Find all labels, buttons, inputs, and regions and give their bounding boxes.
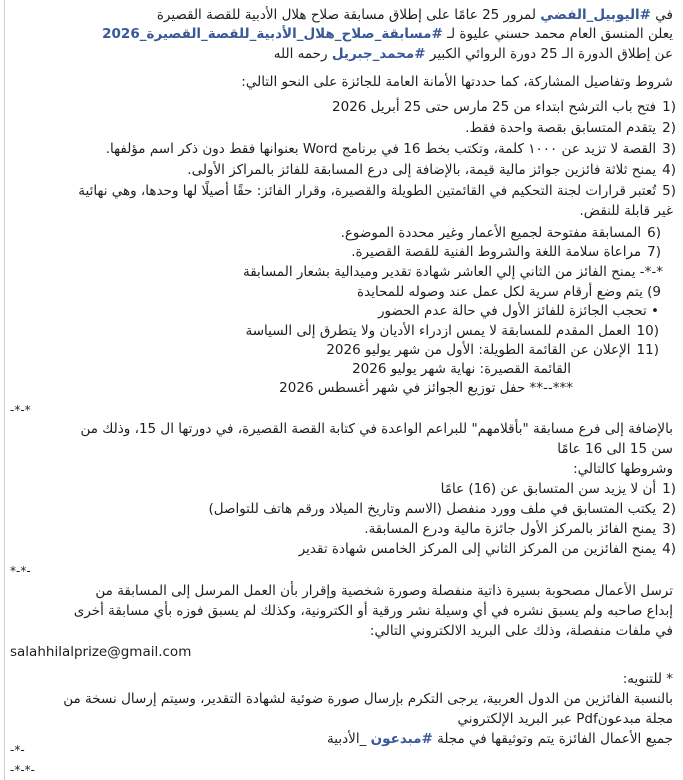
- note-title: * للتنويه:: [622, 671, 673, 687]
- item-number: 2): [662, 501, 676, 517]
- intro-line-3: [274, 45, 673, 64]
- youth-paragraph: سن 15 الى 16 عامًا: [557, 441, 673, 457]
- condition-item: [351, 243, 661, 262]
- youth-item: [299, 540, 676, 559]
- item-number: 6): [647, 225, 661, 241]
- item-text: يمنح ثلاثة فائزين جوائز مالية قيمة، بالإضافة إلى درع المسابقة للفائز بالمراكز الأولى.: [187, 162, 657, 178]
- item-text: يكتب المتسابق في ملف وورد منفصل (الاسم وتاريخ الميلاد ورقم هاتف للتواصل): [208, 501, 657, 517]
- item-number: 10): [636, 323, 659, 339]
- contact-email: salahhilalprize@gmail.com: [10, 644, 192, 660]
- condition-item: [106, 140, 676, 159]
- item-text: مراعاة سلامة اللغة والشروط الفنية للقصة القصيرة.: [351, 244, 642, 260]
- extra-line: *-*- يمنح الفائز من الثاني إلي العاشر شهادة تقدير وميدالية بشعار المسابقة: [242, 264, 663, 280]
- hashtag-link[interactable]: #مبدعون: [370, 731, 433, 747]
- condition-item: [332, 98, 676, 117]
- conditions-title: شروط وتفاصيل المشاركة، كما حددتها الأمانة العامة للجائزة على النحو التالي:: [241, 74, 673, 90]
- item-text: تُعتبر قرارات لجنة التحكيم في القائمتين الطويلة والقصيرة، وقرار الفائز: حقًا أصيلًا لها وحدها، وهي نهائية: [78, 183, 657, 199]
- youth-item: [441, 480, 676, 499]
- note-line: مجلة مبدعونPdf عبر البريد الإلكتروني: [457, 711, 673, 727]
- item-text: أن لا يزيد سن المتسابق عن (16) عامًا: [440, 481, 657, 497]
- condition-item: [78, 182, 676, 201]
- youth-item: [208, 500, 676, 519]
- youth-title: وشروطها كالتالي:: [573, 461, 673, 477]
- youth-paragraph: بالإضافة إلى فرع مسابقة "بأقلامهم" للبراعم الواعدة في كتابة القصة القصيرة، في دورتها ال 15، وذلك من: [80, 421, 673, 437]
- separator: -*-: [10, 743, 25, 757]
- submission-paragraph: إبداع صاحبه ولم يسبق نشره في أي وسيلة نشر ورقية أو الكترونية، وكذلك لم يسبق فوزه بأي مسابقة أخرى: [73, 603, 673, 619]
- condition-item-continued: غير قابلة للنقض.: [579, 203, 673, 219]
- item-number: 4): [662, 541, 676, 557]
- short-list-date: القائمة القصيرة: نهاية شهر يوليو 2026: [352, 361, 571, 377]
- text: يعلن المنسق العام محمد حسني عليوة لـ: [442, 26, 673, 42]
- item-number: 5): [662, 183, 676, 199]
- item-number: 1): [662, 99, 676, 115]
- text: عن إطلاق الدورة الـ 25 دورة الروائي الكبير: [425, 46, 673, 62]
- condition-item: [245, 322, 659, 341]
- separator: *-*-: [10, 564, 31, 578]
- hashtag-link[interactable]: #اليوبيل_الفضي: [540, 7, 651, 23]
- item-text: فتح باب الترشح ابتداء من 25 مارس حتى 25 أبريل 2026: [332, 99, 657, 115]
- item-number: 3): [662, 521, 676, 537]
- text: _الأدبية: [327, 731, 371, 747]
- post-border: [4, 0, 5, 780]
- intro-line-1: [157, 6, 673, 25]
- condition-item: [465, 119, 676, 138]
- youth-item: [364, 520, 676, 539]
- condition-item: [187, 161, 676, 180]
- item-text: الإعلان عن القائمة الطويلة: الأول من شهر يوليو 2026: [326, 342, 631, 358]
- condition-item: [326, 341, 659, 360]
- text: لمرور 25 عامًا على إطلاق مسابقة صلاح هلال الأدبية للقصة القصيرة: [156, 7, 541, 23]
- hashtag-link[interactable]: #مسابقة_صلاح_هلال_الأدبية_للقصة_القصيرة_2026: [102, 26, 443, 42]
- note-line: [327, 730, 673, 749]
- extra-line: • تحجب الجائزة للفائز الأول في حالة عدم الحضور: [377, 303, 659, 319]
- item-text: يمنح الفائز بالمركز الأول جائزة مالية ودرع المسابقة.: [364, 521, 657, 537]
- item-text: العمل المقدم للمسابقة لا يمس ازدراء الأديان ولا يتطرق إلى السياسة: [245, 323, 631, 339]
- item-number: 3): [662, 141, 676, 157]
- text: جميع الأعمال الفائزة يتم وتوثيقها في مجلة: [432, 731, 673, 747]
- item-number: 11): [636, 342, 659, 358]
- intro-line-2: [102, 25, 673, 44]
- separator: -*-*: [10, 403, 31, 417]
- item-number: 7): [647, 244, 661, 260]
- item-text: يتقدم المتسابق بقصة واحدة فقط.: [465, 120, 657, 136]
- item-number: 2): [662, 120, 676, 136]
- hashtag-link[interactable]: #محمد_جبريل: [331, 46, 426, 62]
- extra-line: 9) يتم وضع أرقام سرية لكل عمل عند وصوله للمحايدة: [357, 284, 661, 300]
- submission-paragraph: في ملفات منفصلة، وذلك على البريد الالكتروني التالي:: [369, 623, 673, 639]
- note-line: بالنسبة الفائزين من الدول العربية، يرجى التكرم بإرسال صورة ضوئية لشهادة التقدير، وسيتم إرسال نسخة من: [63, 691, 673, 707]
- item-number: 4): [662, 162, 676, 178]
- text: رحمه الله: [273, 46, 332, 62]
- item-text: القصة لا تزيد عن ١٠٠٠ كلمة، وتكتب بخط 16 في برنامج Word بعنوانها فقط دون ذكر اسم مؤلفها.: [105, 141, 657, 157]
- item-text: المسابقة مفتوحة لجميع الأعمار وغير محددة الموضوع.: [340, 225, 642, 241]
- condition-item: [341, 224, 661, 243]
- item-number: 1): [662, 481, 676, 497]
- submission-paragraph: ترسل الأعمال مصحوبة بسيرة ذاتية منفصلة وصورة شخصية وإقرار بأن العمل المرسل إلى المسابقة من: [95, 583, 673, 599]
- text: في: [651, 7, 673, 23]
- ceremony-date: ***--** حفل توزيع الجوائز في شهر أغسطس 2026: [279, 380, 573, 396]
- separator: -*-*-: [10, 763, 35, 777]
- item-text: يمنح الفائزين من المركز الثاني إلى المركز الخامس شهادة تقدير: [298, 541, 657, 557]
